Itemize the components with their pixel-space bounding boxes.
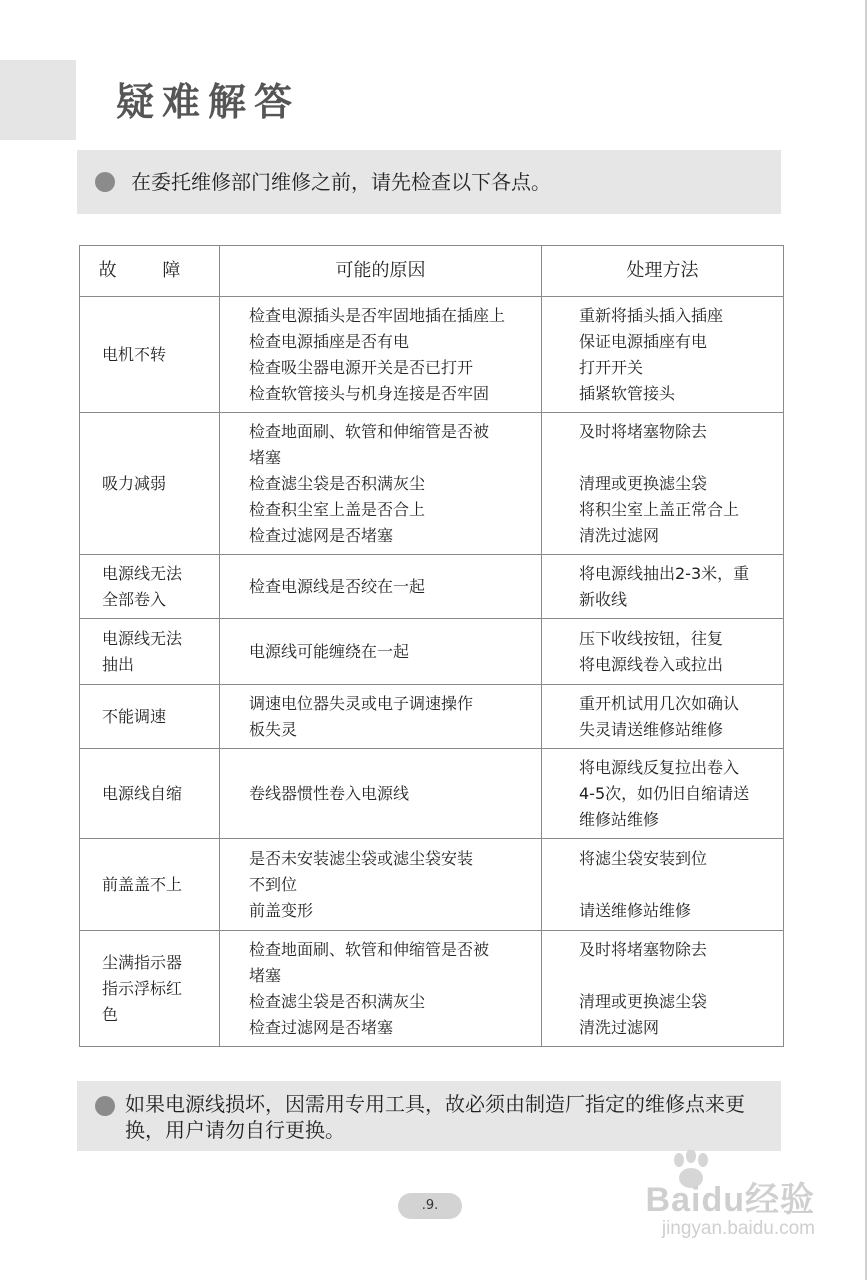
table-row bbox=[80, 413, 784, 555]
fix-cell bbox=[542, 555, 784, 619]
footer-note-text: 如果电源线损坏，因需用专用工具，故必须由制造厂指定的维修点来更换，用户请勿自行更换。 bbox=[125, 1092, 745, 1142]
cause-cell bbox=[220, 619, 542, 685]
fix-cell bbox=[542, 931, 784, 1047]
cause-cell-line: 堵塞 bbox=[249, 447, 282, 467]
fix-cell-line: 压下收线按钮，往复 bbox=[579, 628, 724, 648]
fault-cell-line: 尘满指示器 bbox=[102, 952, 183, 972]
fix-cell bbox=[542, 839, 784, 931]
fix-cell bbox=[542, 297, 784, 413]
fix-cell bbox=[542, 749, 784, 839]
cause-cell-line: 检查电源线是否绞在一起 bbox=[249, 576, 426, 596]
cause-cell bbox=[220, 297, 542, 413]
intro-text: 在委托维修部门维修之前，请先检查以下各点。 bbox=[131, 170, 551, 194]
fault-cell bbox=[80, 555, 220, 619]
fault-cell bbox=[80, 619, 220, 685]
fix-cell-line bbox=[579, 445, 775, 471]
cause-cell bbox=[220, 749, 542, 839]
cause-cell bbox=[220, 555, 542, 619]
cause-cell-line: 卷线器惯性卷入电源线 bbox=[249, 783, 410, 803]
cause-cell bbox=[220, 413, 542, 555]
cause-cell-line: 前盖变形 bbox=[249, 900, 314, 920]
cause-cell-line: 检查软管接头与机身连接是否牢固 bbox=[249, 383, 490, 403]
cause-cell-line: 检查吸尘器电源开关是否已打开 bbox=[249, 357, 474, 377]
fault-cell-line: 色 bbox=[102, 1004, 119, 1024]
fault-cell bbox=[80, 297, 220, 413]
fault-cell-line: 不能调速 bbox=[102, 706, 167, 726]
table-row bbox=[80, 297, 784, 413]
fix-cell-line: 清理或更换滤尘袋 bbox=[579, 991, 708, 1011]
footer-notice bbox=[77, 1081, 781, 1151]
fix-cell-line: 插紧软管接头 bbox=[579, 383, 676, 403]
fix-cell-line: 请送维修站维修 bbox=[579, 900, 692, 920]
cause-cell-line: 检查地面刷、软管和伸缩管是否被 bbox=[249, 421, 490, 441]
section-tab bbox=[0, 60, 76, 140]
fix-cell-line bbox=[579, 872, 775, 898]
table-row bbox=[80, 555, 784, 619]
watermark bbox=[605, 1150, 815, 1250]
cause-cell bbox=[220, 839, 542, 931]
fix-cell-line: 重开机试用几次如确认 bbox=[579, 693, 740, 713]
fault-cell bbox=[80, 685, 220, 749]
table-header-row bbox=[80, 246, 784, 297]
header-fix: 处理方法 bbox=[542, 246, 784, 297]
fault-cell-line: 前盖盖不上 bbox=[102, 874, 183, 894]
fault-cell bbox=[80, 839, 220, 931]
page-number: .9. bbox=[398, 1193, 462, 1219]
fix-cell-line: 将电源线反复拉出卷入 bbox=[579, 757, 740, 777]
fix-cell-line: 清洗过滤网 bbox=[579, 525, 660, 545]
troubleshooting-table bbox=[79, 245, 784, 1047]
cause-cell-line: 检查滤尘袋是否积满灰尘 bbox=[249, 473, 426, 493]
fault-cell-line: 抽出 bbox=[102, 654, 135, 674]
cause-cell bbox=[220, 685, 542, 749]
fix-cell-line: 及时将堵塞物除去 bbox=[579, 421, 708, 441]
cause-cell-line: 检查过滤网是否堵塞 bbox=[249, 525, 394, 545]
fix-cell-line: 维修站维修 bbox=[579, 809, 660, 829]
fix-cell-line: 4-5次，如仍旧自缩请送 bbox=[579, 783, 750, 803]
fix-cell-line: 将积尘室上盖正常合上 bbox=[579, 499, 740, 519]
table-row bbox=[80, 749, 784, 839]
cause-cell-line: 不到位 bbox=[249, 874, 298, 894]
cause-cell-line: 检查滤尘袋是否积满灰尘 bbox=[249, 991, 426, 1011]
page-title: 疑难解答 bbox=[116, 80, 301, 124]
fix-cell-line: 清理或更换滤尘袋 bbox=[579, 473, 708, 493]
cause-cell-line: 检查地面刷、软管和伸缩管是否被 bbox=[249, 939, 490, 959]
fault-cell bbox=[80, 413, 220, 555]
cause-cell bbox=[220, 931, 542, 1047]
fault-cell-line: 电源线自缩 bbox=[102, 783, 183, 803]
cause-cell-line: 调速电位器失灵或电子调速操作 bbox=[249, 693, 474, 713]
fault-cell-line: 吸力减弱 bbox=[102, 473, 167, 493]
cause-cell-line: 检查积尘室上盖是否合上 bbox=[249, 499, 426, 519]
fix-cell bbox=[542, 413, 784, 555]
intro-notice bbox=[77, 150, 781, 214]
cause-cell-line: 检查电源插座是否有电 bbox=[249, 331, 410, 351]
fix-cell-line: 清洗过滤网 bbox=[579, 1017, 660, 1037]
fix-cell bbox=[542, 619, 784, 685]
fault-cell bbox=[80, 749, 220, 839]
cause-cell-line: 是否未安装滤尘袋或滤尘袋安装 bbox=[249, 848, 474, 868]
fix-cell-line: 保证电源插座有电 bbox=[579, 331, 708, 351]
fix-cell-line: 及时将堵塞物除去 bbox=[579, 939, 708, 959]
fix-cell-line: 将电源线卷入或拉出 bbox=[579, 654, 724, 674]
cause-cell-line: 电源线可能缠绕在一起 bbox=[249, 641, 410, 661]
bullet-icon bbox=[95, 172, 115, 192]
table-row bbox=[80, 619, 784, 685]
fix-cell-line: 打开开关 bbox=[579, 357, 644, 377]
fault-cell-line: 指示浮标红 bbox=[102, 978, 183, 998]
cause-cell-line: 板失灵 bbox=[249, 719, 298, 739]
table-row bbox=[80, 931, 784, 1047]
header-fault: 故 障 bbox=[80, 246, 220, 297]
fix-cell bbox=[542, 685, 784, 749]
fault-cell bbox=[80, 931, 220, 1047]
fault-cell-line: 电源线无法 bbox=[102, 628, 183, 648]
fix-cell-line bbox=[579, 963, 775, 989]
fault-cell-line: 电源线无法 bbox=[102, 563, 183, 583]
fault-cell-line: 电机不转 bbox=[102, 344, 167, 364]
watermark-brand: Baidu经验 bbox=[645, 1181, 815, 1219]
cause-cell-line: 检查电源插头是否牢固地插在插座上 bbox=[249, 305, 506, 325]
table-row bbox=[80, 685, 784, 749]
header-cause: 可能的原因 bbox=[220, 246, 542, 297]
fix-cell-line: 将电源线抽出2-3米，重 bbox=[579, 563, 750, 583]
cause-cell-line: 检查过滤网是否堵塞 bbox=[249, 1017, 394, 1037]
bullet-icon bbox=[95, 1096, 115, 1116]
watermark-domain: jingyan.baidu.com bbox=[661, 1218, 815, 1239]
fix-cell-line: 失灵请送维修站维修 bbox=[579, 719, 724, 739]
fix-cell-line: 新收线 bbox=[579, 589, 628, 609]
table-row bbox=[80, 839, 784, 931]
fix-cell-line: 将滤尘袋安装到位 bbox=[579, 848, 708, 868]
fix-cell-line: 重新将插头插入插座 bbox=[579, 305, 724, 325]
fault-cell-line: 全部卷入 bbox=[102, 589, 167, 609]
cause-cell-line: 堵塞 bbox=[249, 965, 282, 985]
